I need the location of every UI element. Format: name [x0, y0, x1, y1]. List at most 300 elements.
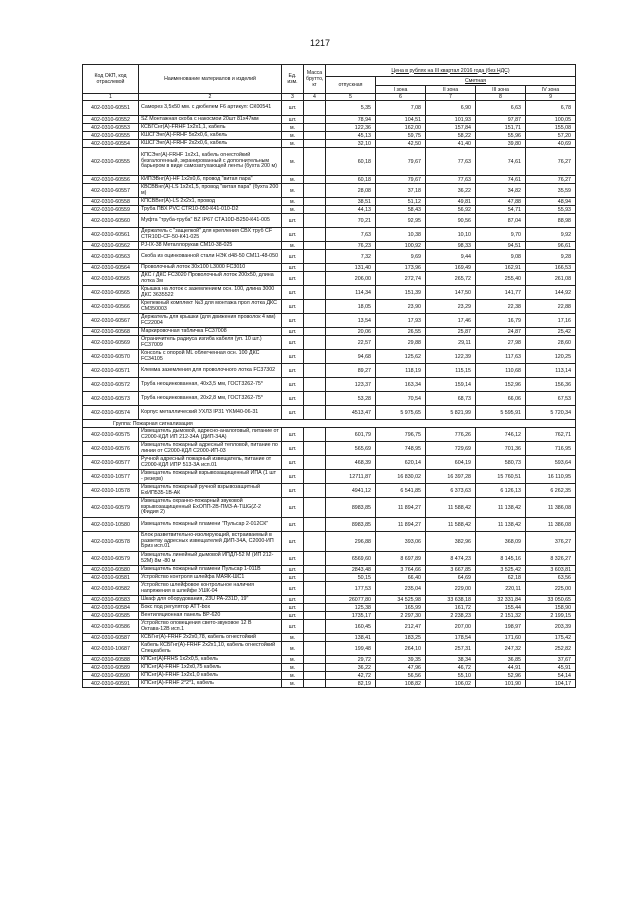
item-unit: шт.	[282, 596, 304, 604]
price-zone-4: 76,27	[526, 176, 576, 184]
price-zone-3: 87,04	[476, 214, 526, 228]
price-zone-2: 38,34	[426, 656, 476, 664]
item-mass	[304, 206, 326, 214]
item-unit: шт.	[282, 328, 304, 336]
item-unit: шт.	[282, 264, 304, 272]
item-name: КШСГЭнг(А)-FRHF 5х2х0,6, кабель	[139, 132, 282, 140]
price-zone-4: 6,78	[526, 101, 576, 116]
price-zone-3: 15 760,51	[476, 470, 526, 484]
price-zone-1: 10,38	[376, 228, 426, 242]
price-zone-1: 162,00	[376, 124, 426, 132]
price-zone-3: 198,97	[476, 620, 526, 634]
price-zone-4: 158,90	[526, 604, 576, 612]
item-code: 402-0310-60587	[83, 634, 139, 642]
price-release: 206,00	[326, 272, 376, 286]
price-zone-3: 247,32	[476, 642, 526, 656]
table-row	[83, 642, 576, 656]
item-mass	[304, 198, 326, 206]
price-release: 89,27	[326, 364, 376, 378]
item-name: Блок разветвительно-изолирующий, встраиваемый в разветву адресных извещателей ДИП-34А, С2000-ИП Бриз исп.01	[139, 532, 282, 552]
price-zone-3: 2 151,32	[476, 612, 526, 620]
item-name: КПСнг(А)FRHS 1х2х0,5, кабель	[139, 656, 282, 664]
item-unit: шт.	[282, 470, 304, 484]
item-code: 402-0310-60584	[83, 604, 139, 612]
price-zone-2: 98,33	[426, 242, 476, 250]
price-release: 60,18	[326, 148, 376, 176]
price-zone-2: 10,10	[426, 228, 476, 242]
price-release: 20,06	[326, 328, 376, 336]
item-unit: шт.	[282, 582, 304, 596]
price-zone-1: 264,10	[376, 642, 426, 656]
item-mass	[304, 552, 326, 566]
price-zone-1: 108,82	[376, 680, 426, 688]
item-code: 402-0310-60571	[83, 364, 139, 378]
item-unit: шт.	[282, 612, 304, 620]
item-unit: шт.	[282, 314, 304, 328]
item-code: 402-0310-60555	[83, 132, 139, 140]
price-zone-4: 156,36	[526, 378, 576, 392]
price-zone-1: 47,96	[376, 664, 426, 672]
item-unit: шт.	[282, 250, 304, 264]
table-row	[83, 124, 576, 132]
item-unit: шт.	[282, 484, 304, 498]
item-name: КПСВВнг(А)-LS 2х2х1, провод	[139, 198, 282, 206]
price-zone-2: 64,69	[426, 574, 476, 582]
item-code: 402-0310-60580	[83, 566, 139, 574]
item-mass	[304, 176, 326, 184]
item-code: 402-0310-60552	[83, 116, 139, 124]
price-zone-4: 593,64	[526, 456, 576, 470]
item-code: 402-0310-60565	[83, 272, 139, 286]
price-zone-1: 17,93	[376, 314, 426, 328]
price-zone-4: 113,14	[526, 364, 576, 378]
price-zone-1: 620,14	[376, 456, 426, 470]
column-number: 8	[476, 94, 526, 101]
price-zone-4: 762,71	[526, 428, 576, 442]
table-row	[83, 470, 576, 484]
item-unit: шт.	[282, 214, 304, 228]
price-zone-1: 56,56	[376, 672, 426, 680]
price-release: 4513,47	[326, 406, 376, 420]
price-zone-3: 255,40	[476, 272, 526, 286]
price-release: 45,13	[326, 132, 376, 140]
item-mass	[304, 148, 326, 176]
price-zone-2: 157,84	[426, 124, 476, 132]
item-mass	[304, 350, 326, 364]
price-zone-4: 9,92	[526, 228, 576, 242]
table-row	[83, 206, 576, 214]
item-name: Держатель для крышки (для движения проволок 4 мм) FC22004	[139, 314, 282, 328]
price-zone-3: 5 595,91	[476, 406, 526, 420]
price-zone-1: 3 764,66	[376, 566, 426, 574]
item-name: Устройство оповещения свето-звуковое 12 В Октава-12В исп.1	[139, 620, 282, 634]
item-name: Кабель КСБГнг(А)-FRHF 2х2х1,10, кабель огнестойкий Спецкабель	[139, 642, 282, 656]
price-release: 5,35	[326, 101, 376, 116]
item-mass	[304, 336, 326, 350]
item-name: Извещатель охранно-пожарный звуковой взрывозащищенный ExОПП-2В-ПМЗ-А-ТШG(Z-2 (Фидия 2)	[139, 498, 282, 518]
item-unit: шт.	[282, 364, 304, 378]
item-mass	[304, 574, 326, 582]
price-release: 565,69	[326, 442, 376, 456]
price-release: 94,68	[326, 350, 376, 364]
item-name: Крепежный комплект №3 для монтажа прол лотка ДКС СМ350003	[139, 300, 282, 314]
price-zone-2: 49,81	[426, 198, 476, 206]
group-label: Группа: Пожарная сигнализация	[83, 420, 576, 428]
item-mass	[304, 228, 326, 242]
price-release: 26077,80	[326, 596, 376, 604]
item-unit: шт.	[282, 442, 304, 456]
item-mass	[304, 566, 326, 574]
item-unit: м.	[282, 642, 304, 656]
item-name: Саморез 3,5х50 мм. с дюбелем F6 артикул: СК00541	[139, 101, 282, 116]
price-zone-3: 6,63	[476, 101, 526, 116]
item-unit: м.	[282, 680, 304, 688]
item-code: 402-0310-60566	[83, 300, 139, 314]
table-row	[83, 582, 576, 596]
price-release: 60,18	[326, 176, 376, 184]
item-mass	[304, 124, 326, 132]
price-zone-2: 33 638,18	[426, 596, 476, 604]
price-zone-1: 748,95	[376, 442, 426, 456]
table-row	[83, 198, 576, 206]
price-zone-3: 34,82	[476, 184, 526, 198]
table-row	[83, 228, 576, 242]
item-name: КВСВВнг(А)-LS 1х2х1,5, провод "витая пара" (бухта 200 м)	[139, 184, 282, 198]
item-unit: шт.	[282, 532, 304, 552]
price-zone-2: 169,49	[426, 264, 476, 272]
item-mass	[304, 392, 326, 406]
price-zone-1: 79,67	[376, 148, 426, 176]
price-zone-1: 39,35	[376, 656, 426, 664]
price-zone-4: 716,95	[526, 442, 576, 456]
price-zone-2: 382,96	[426, 532, 476, 552]
price-release: 32,10	[326, 140, 376, 148]
column-number: 7	[426, 94, 476, 101]
price-zone-1: 34 525,98	[376, 596, 426, 604]
item-name: Маркировочная табличка FC37008	[139, 328, 282, 336]
price-zone-3: 6 126,13	[476, 484, 526, 498]
price-zone-4: 3 603,81	[526, 566, 576, 574]
item-name: КИПЭВнг(А)-HF 1х2х0,6, провод "витая пара"	[139, 176, 282, 184]
item-unit: шт.	[282, 378, 304, 392]
price-release: 6569,60	[326, 552, 376, 566]
item-unit: м.	[282, 672, 304, 680]
price-zone-4: 8 326,27	[526, 552, 576, 566]
table-row	[83, 350, 576, 364]
price-zone-1: 11 894,27	[376, 498, 426, 518]
price-release: 76,23	[326, 242, 376, 250]
item-mass	[304, 428, 326, 442]
price-zone-4: 35,59	[526, 184, 576, 198]
table-row	[83, 518, 576, 532]
item-code: 402-0310-60570	[83, 350, 139, 364]
price-release: 36,22	[326, 664, 376, 672]
item-unit: шт.	[282, 336, 304, 350]
table-row	[83, 428, 576, 442]
item-unit: шт.	[282, 116, 304, 124]
item-mass	[304, 286, 326, 300]
table-row	[83, 680, 576, 688]
price-zone-2: 106,02	[426, 680, 476, 688]
price-zone-1: 235,04	[376, 582, 426, 596]
item-mass	[304, 596, 326, 604]
price-zone-4: 100,05	[526, 116, 576, 124]
header-zone-2: II зона	[426, 86, 476, 94]
item-code: 402-0310-60583	[83, 596, 139, 604]
item-unit: м.	[282, 242, 304, 250]
price-zone-4: 252,82	[526, 642, 576, 656]
price-release: 82,19	[326, 680, 376, 688]
group-row	[83, 420, 576, 428]
item-unit: шт.	[282, 566, 304, 574]
item-mass	[304, 604, 326, 612]
price-zone-3: 746,12	[476, 428, 526, 442]
item-unit: шт.	[282, 406, 304, 420]
item-unit: шт.	[282, 392, 304, 406]
table-row	[83, 328, 576, 336]
table-row	[83, 300, 576, 314]
price-zone-3: 24,87	[476, 328, 526, 336]
price-zone-4: 55,93	[526, 206, 576, 214]
price-zone-2: 90,56	[426, 214, 476, 228]
item-unit: м.	[282, 664, 304, 672]
price-zone-1: 796,75	[376, 428, 426, 442]
header-mass: Масса брутто, кг	[304, 65, 326, 94]
price-zone-3: 54,71	[476, 206, 526, 214]
price-zone-3: 9,70	[476, 228, 526, 242]
price-zone-2: 265,72	[426, 272, 476, 286]
item-name: Клемма заземления для проволочного лотка FC37302	[139, 364, 282, 378]
price-zone-1: 163,34	[376, 378, 426, 392]
item-code: 402-0310-60563	[83, 250, 139, 264]
price-zone-3: 36,85	[476, 656, 526, 664]
price-zone-4: 28,60	[526, 336, 576, 350]
price-zone-4: 203,39	[526, 620, 576, 634]
item-mass	[304, 300, 326, 314]
table-row	[83, 484, 576, 498]
table-row	[83, 140, 576, 148]
price-release: 8983,85	[326, 498, 376, 518]
price-zone-3: 151,71	[476, 124, 526, 132]
item-mass	[304, 672, 326, 680]
item-name: КСБГСнг(А)-FRHF 1х2х1,1, кабель	[139, 124, 282, 132]
item-unit: м.	[282, 132, 304, 140]
price-zone-4: 33 050,65	[526, 596, 576, 604]
price-zone-2: 36,22	[426, 184, 476, 198]
item-unit: шт.	[282, 552, 304, 566]
table-row	[83, 620, 576, 634]
price-zone-4: 376,27	[526, 532, 576, 552]
price-zone-3: 152,96	[476, 378, 526, 392]
table-row	[83, 132, 576, 140]
item-mass	[304, 132, 326, 140]
price-zone-2: 3 667,85	[426, 566, 476, 574]
item-code: 402-0310-60579	[83, 498, 139, 518]
price-zone-2: 5 821,99	[426, 406, 476, 420]
price-zone-4: 16 110,95	[526, 470, 576, 484]
item-code: 402-0310-60560	[83, 214, 139, 228]
price-zone-1: 66,40	[376, 574, 426, 582]
item-name: SZ Монтажная скоба с накосмои 20шт 81х47мм	[139, 116, 282, 124]
item-mass	[304, 272, 326, 286]
table-row	[83, 532, 576, 552]
price-zone-1: 6 541,85	[376, 484, 426, 498]
item-mass	[304, 484, 326, 498]
price-zone-1: 70,54	[376, 392, 426, 406]
price-zone-2: 55,10	[426, 672, 476, 680]
price-release: 8983,85	[326, 518, 376, 532]
item-mass	[304, 314, 326, 328]
item-code: 402-0310-60559	[83, 206, 139, 214]
table-row	[83, 574, 576, 582]
item-mass	[304, 264, 326, 272]
price-zone-3: 171,60	[476, 634, 526, 642]
item-code: 402-0310-60556	[83, 176, 139, 184]
price-zone-3: 94,51	[476, 242, 526, 250]
price-zone-3: 701,36	[476, 442, 526, 456]
price-zone-1: 104,51	[376, 116, 426, 124]
price-zone-3: 32 331,84	[476, 596, 526, 604]
item-code: 402-0310-60591	[83, 680, 139, 688]
item-unit: шт.	[282, 286, 304, 300]
item-code: 402-0310-60575	[83, 428, 139, 442]
price-zone-3: 9,08	[476, 250, 526, 264]
item-mass	[304, 328, 326, 336]
price-zone-4: 5 720,34	[526, 406, 576, 420]
item-name: Труба неоцинкованная, 40х3,5 мм, ГОСТ3262-75*	[139, 378, 282, 392]
item-unit: шт.	[282, 620, 304, 634]
item-code: 402-0310-60565	[83, 286, 139, 300]
item-name: Труба ПВХ PVC СТR10-050-К41-010-D2	[139, 206, 282, 214]
price-zone-2: 68,73	[426, 392, 476, 406]
price-release: 50,15	[326, 574, 376, 582]
price-zone-2: 23,29	[426, 300, 476, 314]
price-zone-2: 17,46	[426, 314, 476, 328]
price-zone-3: 11 138,42	[476, 498, 526, 518]
item-name: Ручной адресный пожарный извещатель, питание от С2000-КДЛ ИПР 513-3А исп.01	[139, 456, 282, 470]
price-zone-4: 17,16	[526, 314, 576, 328]
item-name: Муфта "труба-труба" BZ IP67 СТА10D-В250-К41-005	[139, 214, 282, 228]
item-unit: м.	[282, 634, 304, 642]
header-release: отпускная	[326, 77, 376, 94]
price-zone-4: 96,61	[526, 242, 576, 250]
price-zone-1: 92,95	[376, 214, 426, 228]
item-mass	[304, 518, 326, 532]
column-number: 9	[526, 94, 576, 101]
price-zone-1: 58,43	[376, 206, 426, 214]
item-code: 402-0310-60582	[83, 582, 139, 596]
item-unit: м.	[282, 198, 304, 206]
price-zone-1: 8 697,89	[376, 552, 426, 566]
item-code: 402-0310-60589	[83, 664, 139, 672]
header-zone-3: III зона	[476, 86, 526, 94]
item-mass	[304, 242, 326, 250]
price-zone-1: 23,90	[376, 300, 426, 314]
item-mass	[304, 642, 326, 656]
table-row	[83, 406, 576, 420]
item-unit: шт.	[282, 574, 304, 582]
item-mass	[304, 498, 326, 518]
item-code: 402-0310-60564	[83, 264, 139, 272]
item-name: Скоба из оцинкованной стали НЭК d48-50 СМ11-48-050	[139, 250, 282, 264]
item-code: 402-0310-10577	[83, 470, 139, 484]
price-zone-4: 120,25	[526, 350, 576, 364]
price-zone-4: 76,27	[526, 148, 576, 176]
item-name: Держатель с "защелкой" для крепления СВХ труб СF СТR10D-CF-50-К41-025	[139, 228, 282, 242]
price-zone-2: 229,00	[426, 582, 476, 596]
price-release: 18,05	[326, 300, 376, 314]
price-release: 125,38	[326, 604, 376, 612]
price-zone-2: 11 588,42	[426, 518, 476, 532]
price-zone-1: 59,75	[376, 132, 426, 140]
table-row	[83, 596, 576, 604]
column-number: 3	[282, 94, 304, 101]
item-mass	[304, 140, 326, 148]
price-zone-4: 37,67	[526, 656, 576, 664]
price-zone-4: 11 386,08	[526, 518, 576, 532]
price-zone-3: 74,61	[476, 148, 526, 176]
item-name: КШСГЭнг(А)-FRHF 2х2х0,6, кабель	[139, 140, 282, 148]
price-zone-2: 776,26	[426, 428, 476, 442]
price-zone-1: 393,06	[376, 532, 426, 552]
price-zone-2: 11 588,42	[426, 498, 476, 518]
price-zone-1: 7,08	[376, 101, 426, 116]
price-zone-4: 45,91	[526, 664, 576, 672]
table-row	[83, 664, 576, 672]
item-mass	[304, 406, 326, 420]
price-zone-3: 97,87	[476, 116, 526, 124]
price-zone-3: 155,44	[476, 604, 526, 612]
price-zone-2: 25,87	[426, 328, 476, 336]
price-zone-4: 261,08	[526, 272, 576, 286]
item-unit: м.	[282, 656, 304, 664]
item-name: Консоль с опорой ML облегченная осн. 100 ДКС FC34105	[139, 350, 282, 364]
table-row	[83, 116, 576, 124]
item-mass	[304, 214, 326, 228]
item-code: 402-0310-60578	[83, 532, 139, 552]
item-mass	[304, 620, 326, 634]
item-unit: м.	[282, 148, 304, 176]
price-zone-3: 27,98	[476, 336, 526, 350]
item-code: 402-0310-60574	[83, 406, 139, 420]
price-zone-1: 118,19	[376, 364, 426, 378]
price-zone-3: 39,80	[476, 140, 526, 148]
item-code: 402-0310-60551	[83, 101, 139, 116]
item-mass	[304, 612, 326, 620]
column-numbers-row	[83, 94, 576, 101]
price-zone-4: 57,20	[526, 132, 576, 140]
price-zone-4: 104,17	[526, 680, 576, 688]
table-row	[83, 552, 576, 566]
price-zone-1: 125,62	[376, 350, 426, 364]
item-code: 402-0310-60573	[83, 392, 139, 406]
price-release: 123,37	[326, 378, 376, 392]
item-mass	[304, 664, 326, 672]
item-mass	[304, 656, 326, 664]
table-row	[83, 498, 576, 518]
item-unit: шт.	[282, 101, 304, 116]
price-release: 199,48	[326, 642, 376, 656]
price-zone-2: 101,93	[426, 116, 476, 124]
price-release: 28,08	[326, 184, 376, 198]
price-zone-2: 2 238,23	[426, 612, 476, 620]
price-zone-3: 52,96	[476, 672, 526, 680]
header-zone-4: IV зона	[526, 86, 576, 94]
item-name: Крышка на лоток с заземлением осн. 100, длина 3000 ДКС 3635522	[139, 286, 282, 300]
price-zone-4: 225,00	[526, 582, 576, 596]
price-zone-3: 62,18	[476, 574, 526, 582]
price-zone-4: 11 386,08	[526, 498, 576, 518]
